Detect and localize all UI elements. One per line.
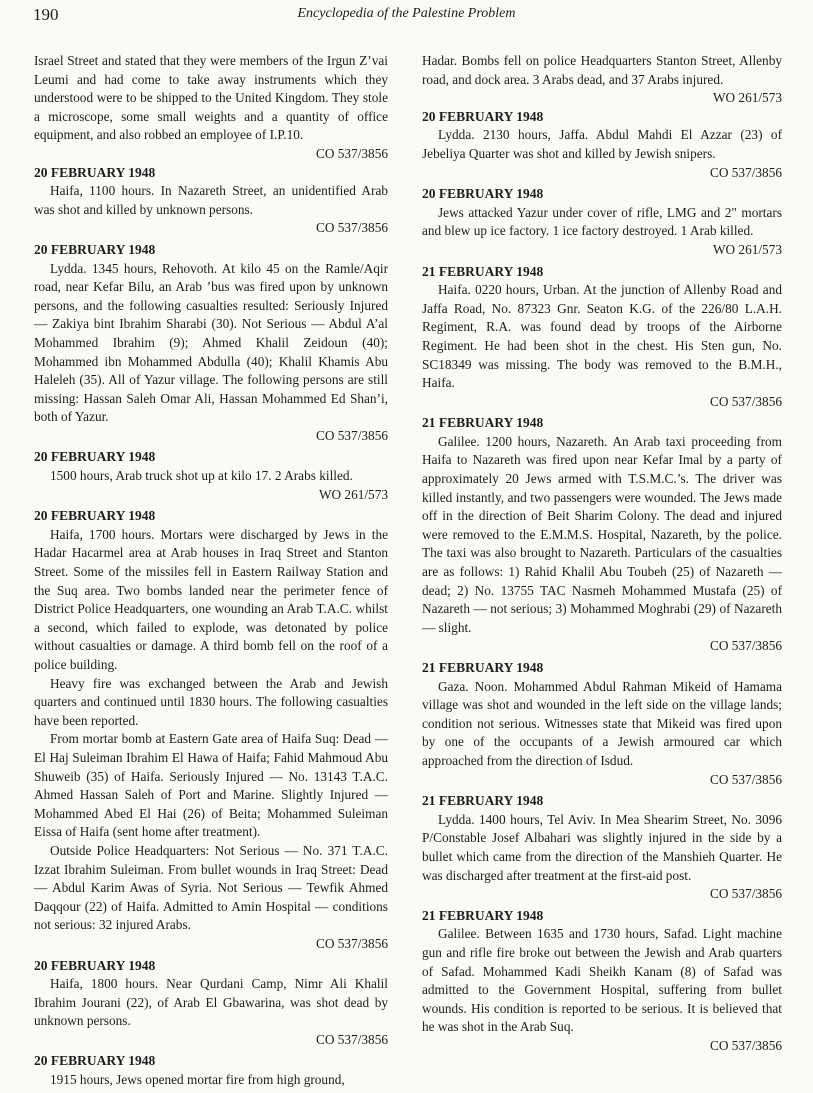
right-entries (422, 108, 782, 1056)
entry-date: 21 FEBRUARY 1948 (422, 263, 544, 279)
page-header (33, 5, 780, 27)
log-entry (34, 448, 388, 504)
entry-date: 21 FEBRUARY 1948 (422, 415, 544, 431)
archive-reference: WO 261/573 (318, 486, 388, 502)
archive-reference: WO 261/573 (712, 241, 782, 257)
entry-paragraph: From mortar bomb at Eastern Gate area of Haifa Suq: Dead — El Haj Suleiman Ibrahim El Hawa of Haifa; Fahid Mahmoud Abu Shuweib (35) of Haifa. Seriously Injured — No. 13143 T.A.C. Ahmed Hassan Saleh of Port and Marine. Slightly Injured — Mohammed Abed El Hai (26) of Beita; Mohammed Suleiman Eissa of Haifa (sent home after treatment). (34, 731, 388, 840)
archive-reference: CO 537/3856 (315, 145, 388, 161)
log-entry (422, 414, 782, 656)
page-number: 190 (33, 5, 59, 24)
archive-reference: CO 537/3856 (709, 886, 782, 902)
log-entry (34, 1052, 388, 1089)
entry-date: 21 FEBRUARY 1948 (422, 660, 544, 675)
archive-reference: CO 537/3856 (709, 771, 782, 787)
archive-reference: CO 537/3856 (315, 1031, 388, 1047)
entry-paragraph: Haifa, 1800 hours. Near Qurdani Camp, Nimr Ali Khalil Ibrahim Jourani (22), of Arab El Gbawarina, was shot dead by unknown persons. (34, 976, 388, 1029)
log-entry (34, 957, 388, 1050)
log-entry (34, 507, 388, 953)
log-entry (422, 263, 782, 412)
entry-date: 20 FEBRUARY 1948 (34, 508, 156, 524)
entry-paragraph: Haifa. 0220 hours, Urban. At the junction of Allenby Road and Jaffa Road, No. 87323 Gnr. Seaton K.G. of the 226/80 L.A.H. Regiment, R.A. was found dead by troops of the Airborne Regiment. He had been shot in the chest. His Sten gun, No. SC18349 was missing. The body was removed to the B.M.H., Haifa. (422, 282, 782, 391)
entry-paragraph: 1500 hours, Arab truck shot up at kilo 17. 2 Arabs killed. (50, 468, 353, 484)
entry-paragraph: Lydda. 1345 hours, Rehovoth. At kilo 45 on the Ramle/Aqir road, near Kefar Bilu, an Arab ’bus was fired upon by unknown persons, and the following casualties resulted: Seriously Injured — Zakiya bint Ibrahim Sharabi (30). Not Serious — Abdul A’al Mohammed Ibrahim (9); Ahmed Khalil Zeidoun (40); Mohammed ibn Mohammed Abdulla (40); Khalil Khamis Abu Haleleh (35). All of Yazur village. The following persons are still missing: Hassan Saleh Omar Ali, Hassan Mohammed Ed Shan’i, both of Yazur. (34, 260, 388, 425)
archive-reference: CO 537/3856 (709, 393, 782, 409)
entry-date: 20 FEBRUARY 1948 (34, 449, 156, 465)
entry-paragraph: 1915 hours, Jews opened mortar fire from high ground, (50, 1072, 345, 1088)
log-entry (422, 792, 782, 904)
entry-paragraph: Galilee. Between 1635 and 1730 hours, Safad. Light machine gun and rifle fire broke out between the Jewish and Arab quarters of Safad. Mohammed Kadi Sheikh Kanam (8) of Safad was admitted to the Government Hospital, suffering from bullet wounds. His condition is reported to be serious. It is believed that he was shot in the Arab Suq. (422, 926, 782, 1035)
archive-reference: CO 537/3856 (315, 220, 388, 236)
right-column (422, 52, 782, 1058)
entry-paragraph: Jews attacked Yazur under cover of rifle, LMG and 2" mortars and blew up ice factory. 1 ice factory destroyed. 1 Arab killed. (422, 204, 782, 239)
entry-date: 20 FEBRUARY 1948 (34, 164, 156, 180)
entry-date: 20 FEBRUARY 1948 (422, 186, 544, 202)
entry-paragraph: Galilee. 1200 hours, Nazareth. An Arab taxi proceeding from Haifa to Nazareth was fired upon near Kefar Imal by a party of approximately 20 Jews armed with T.S.M.C.’s. The driver was killed instantly, and two passengers were wounded. The Jews made off in the direction of Beit Sharim Colony. The dead and injured were removed to the E.M.M.S. Hospital, Nazareth, by the police. The taxi was also brought to Nazareth. Particulars of the casualties are as follows: 1) Rahid Khalil Abu Toubeh (25) of Nazareth — dead; 2) No. 13755 TAC Nasmeh Mohammed Mustafa (25) of Nazareth — not serious; 3) Mohammed Moghrabi (29) of Nazareth — slight. (422, 433, 782, 635)
left-column (34, 52, 388, 1093)
entry-date: 20 FEBRUARY 1948 (34, 957, 156, 973)
log-entry (422, 659, 782, 789)
archive-reference: WO 261/573 (712, 90, 782, 106)
entry-paragraph: Lydda. 1400 hours, Tel Aviv. In Mea Shearim Street, No. 3096 P/Constable Josef Albahari was slightly injured in the side by a bullet which came from the direction of the Manshieh Quarter. He was discharged after treatment at the first-aid post. (422, 811, 782, 883)
log-entry (34, 241, 388, 446)
entry-paragraph: Haifa, 1100 hours. In Nazareth Street, an unidentified Arab was shot and killed by unknown persons. (34, 183, 388, 217)
entry-date: 20 FEBRUARY 1948 (34, 241, 156, 257)
archive-reference: CO 537/3856 (315, 427, 388, 443)
archive-reference: CO 537/3856 (315, 935, 388, 951)
log-entry (422, 907, 782, 1056)
running-title: Encyclopedia of the Palestine Problem (297, 6, 516, 21)
log-entry (422, 185, 782, 259)
entry-date: 20 FEBRUARY 1948 (422, 108, 544, 124)
entry-paragraph: Heavy fire was exchanged between the Arab and Jewish quarters and continued until 1830 hours. The following casualties have been reported. (34, 675, 388, 728)
left-entries (34, 164, 388, 1090)
entry-date: 21 FEBRUARY 1948 (422, 907, 544, 923)
continuation-text: Israel Street and stated that they were members of the Irgun Z’vai Leumi and had come to take away instruments which they understood were to be shipped to the United Kingdom. They stole a microscope, some small weights and a quantity of office equipment, and also robbed an employee of I.P.10. (34, 53, 388, 143)
entry-paragraph: Lydda. 2130 hours, Jaffa. Abdul Mahdi El Azzar (23) of Jebeliya Quarter was shot and killed by Jewish snipers. (422, 127, 782, 161)
archive-reference: CO 537/3856 (709, 164, 782, 180)
archive-reference: CO 537/3856 (709, 1037, 782, 1053)
entry-paragraph: Haifa, 1700 hours. Mortars were discharged by Jews in the Hadar Hacarmel area at Arab houses in Iraq Street and Stanton Street. Some of the missiles fell in Eastern Railway Station and the Suq area. Two bombs landed near the perimeter fence of District Police Headquarters, one wounding an Arab T.A.C. whilst a second, which failed to explode, was detonated by police without casualties or damage. A third bomb fell on the roof of a police building. (34, 526, 388, 672)
log-entry (422, 108, 782, 182)
continuation-text: Hadar. Bombs fell on police Headquarters Stanton Street, Allenby road, and dock area. 3 Arabs dead, and 37 Arabs injured. (422, 53, 782, 87)
archive-reference: CO 537/3856 (709, 638, 782, 654)
entry-paragraph: Outside Police Headquarters: Not Serious — No. 371 T.A.C. Izzat Ibrahim Suleiman. From bullet wounds in Iraq Street: Dead — Abdul Karim Awas of Syria. Not Serious — Tewfik Ahmed Daqqour (22) of Haifa. Admitted to Amin Hospital — conditions not serious: 32 injured Arabs. (34, 842, 388, 933)
entry-date: 20 FEBRUARY 1948 (34, 1053, 156, 1069)
log-entry (34, 164, 388, 238)
entry-paragraph: Gaza. Noon. Mohammed Abdul Rahman Mikeid of Hamama village was shot and wounded in the left side on the village lands; condition not serious. Witnesses state that Mikeid was fired upon by one of the occupants of a Jewish armoured car which approached from the direction of Isdud. (422, 678, 782, 768)
entry-date: 21 FEBRUARY 1948 (422, 793, 544, 809)
